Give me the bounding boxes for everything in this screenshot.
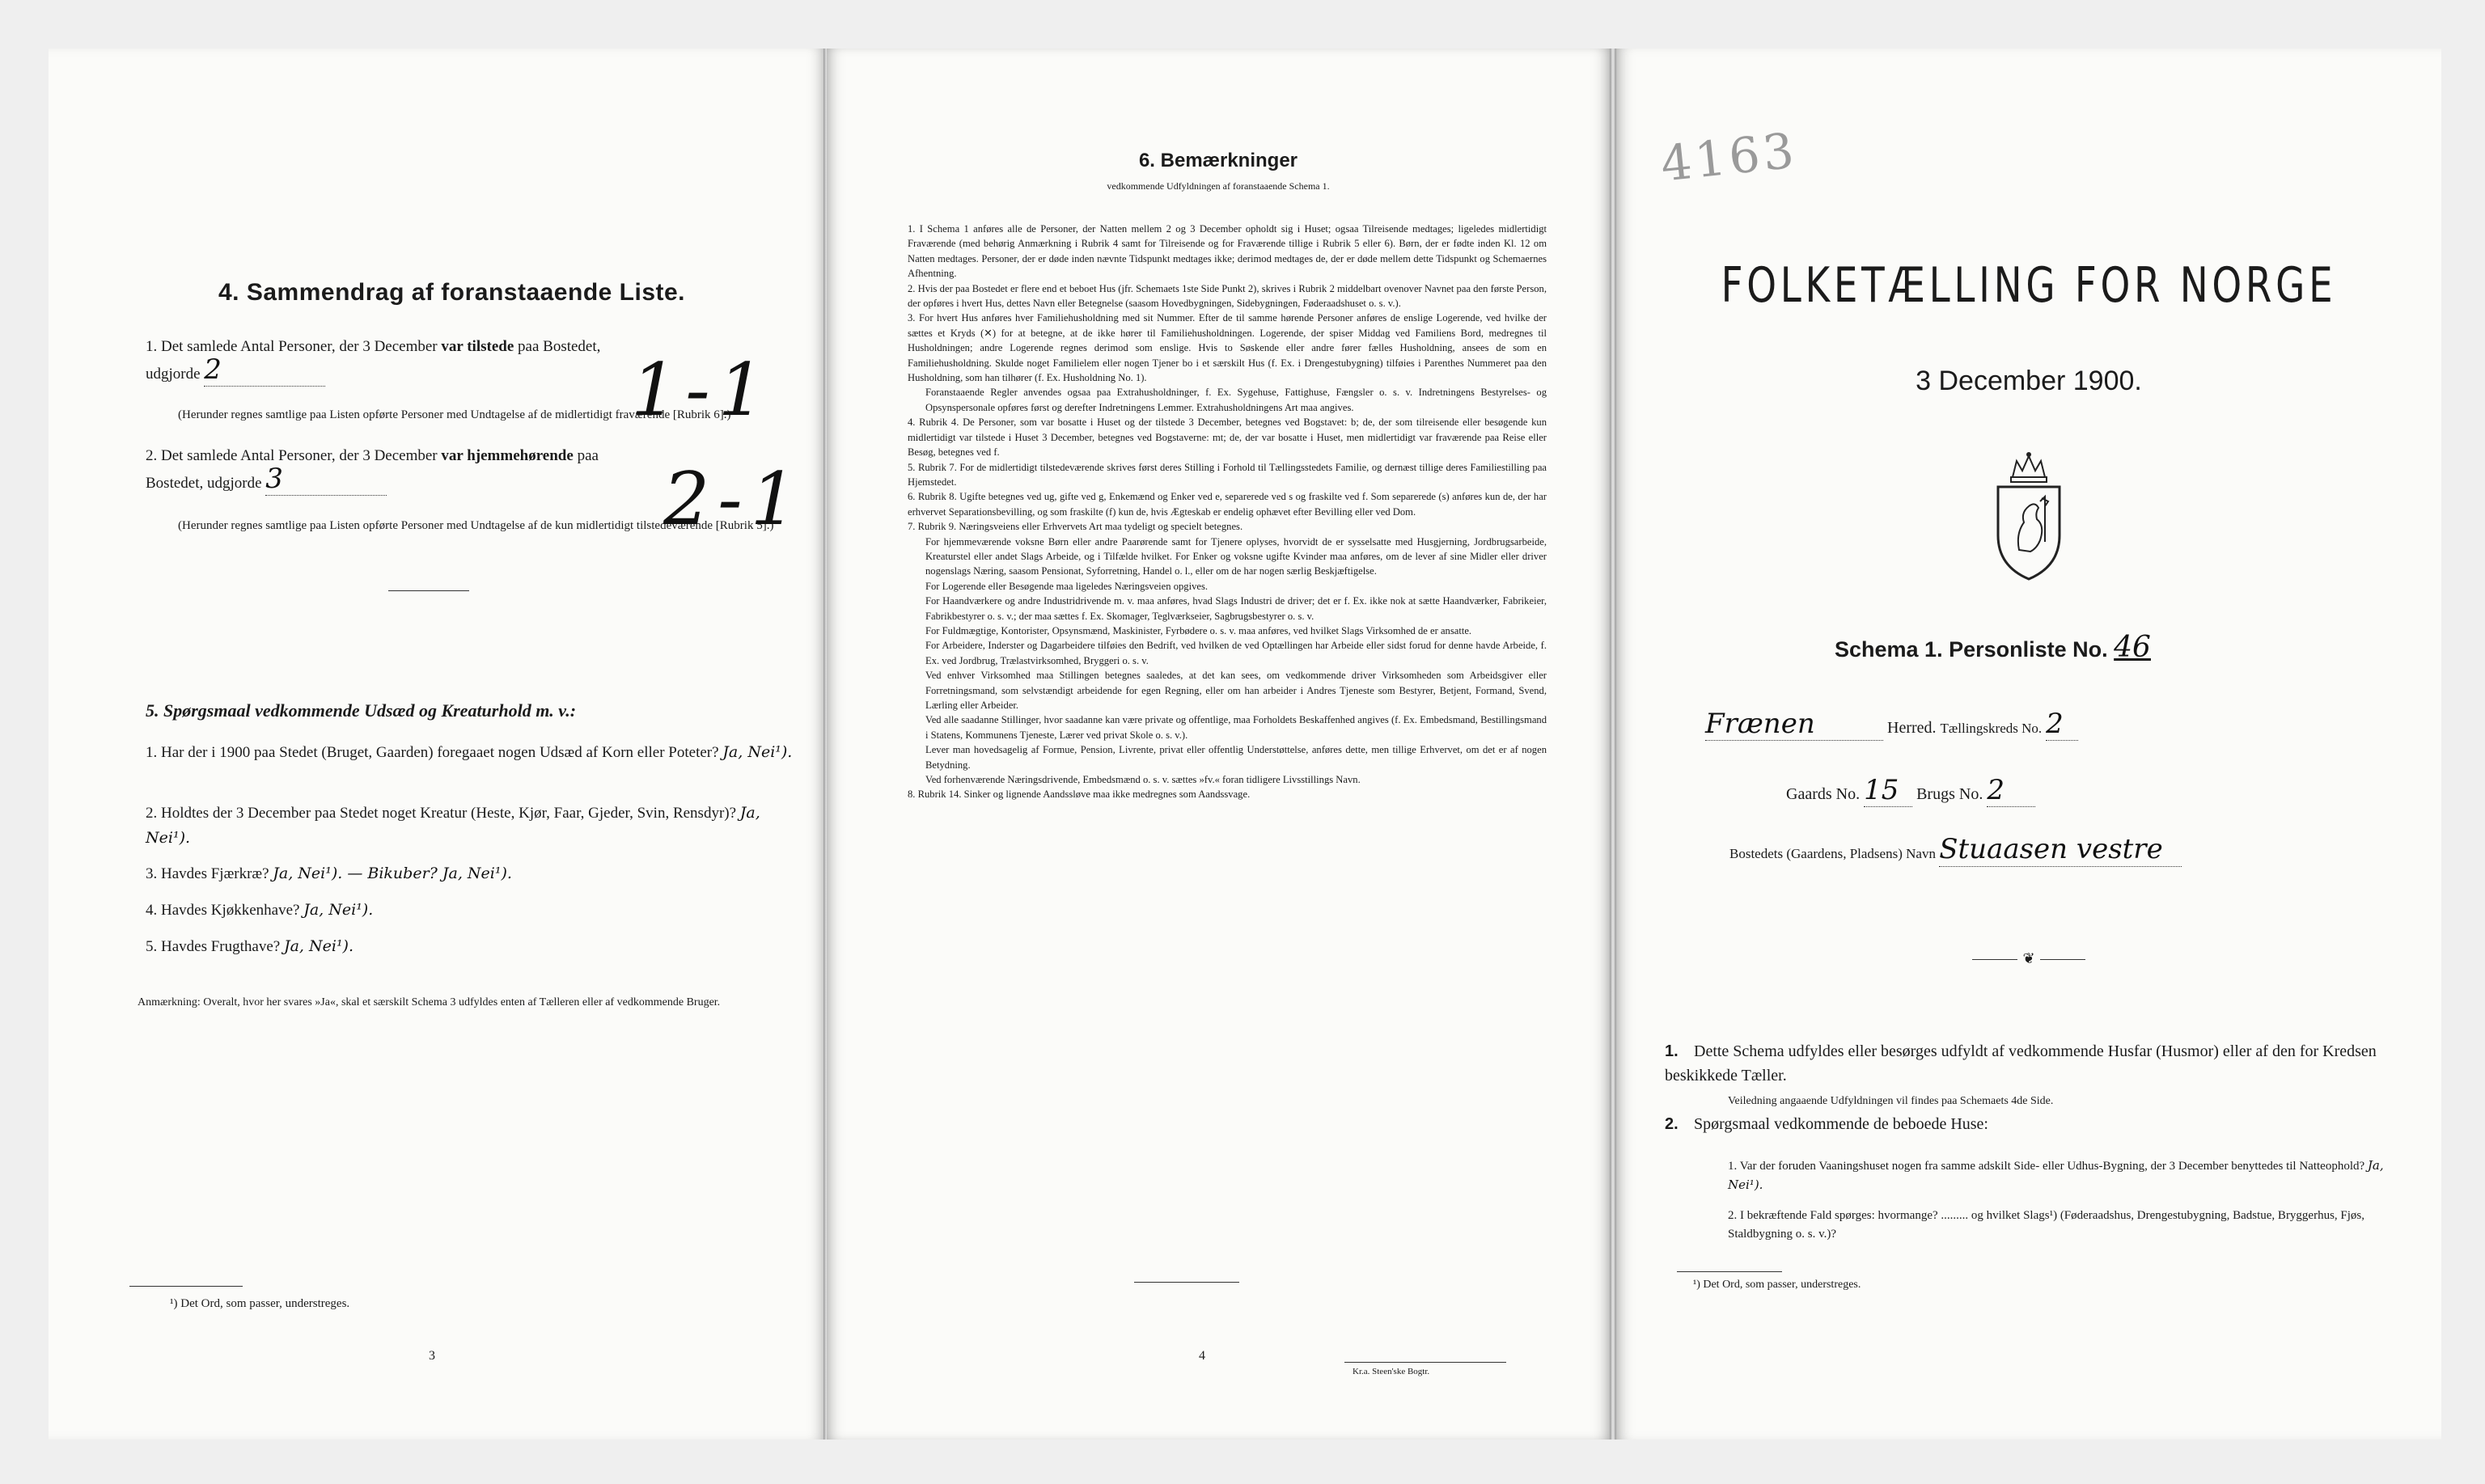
page-edge [1610, 49, 1616, 1440]
remark-paragraph: 8. Rubrik 14. Sinker og lignende Aandssløve maa ikke medregnes som Aandssvage. [908, 789, 1251, 801]
archive-number: 4163 [1657, 122, 1800, 193]
remark: Anmærkning: Overalt, hvor her svares »Ja«, skal et særskilt Schema 3 udfyldes enten af Tælleren eller af vedkommende Bruger. [138, 996, 721, 1008]
remarks-subtitle: vedkommende Udfyldningen af foranstaaende Schema 1. [1107, 180, 1330, 192]
house-question-2: 2. I bekræftende Fald spørges: hvormange? ......... og hvilket Slags¹) (Føderaadshus, Drengestubygning, Badstue, Bryggerhus, Fjøs, Staldbygning o. s. v.)? [1728, 1209, 2365, 1241]
remarks-body [908, 222, 1547, 802]
printer-rule [1344, 1362, 1506, 1363]
question-4: 4. Havdes Kjøkkenhave? Ja, Nei¹). [146, 901, 374, 919]
page-1-cover [1616, 49, 2441, 1440]
remark-paragraph: Foranstaaende Regler anvendes ogsaa paa Extrahusholdninger, f. Ex. Sygehuse, Fattighuse, Fængsler o. s. v. Indretningens Bestyrelses- og Opsynspersonale opføres først og derefter Indretningens Lemmer. Extrahusholdningens Art maa angives. [925, 387, 1547, 413]
footnote-rule [1677, 1271, 1782, 1272]
question-5: 5. Havdes Frugthave? Ja, Nei¹). [146, 937, 354, 955]
remark-paragraph: 3. For hvert Hus anføres hver Familiehusholdning med sit Nummer. Efter de til samme hørende Personer anføres de enslige Logerende, ved hvilke der sættes et Kryds (✕) for at betegne, at de ikke hører til Familiehusholdningen. Logerende, der spiser Middag ved Familiens Bord, medregnes til Husholdningen; andre Logerende regnes derimod som enslige. Hvis to Søskende eller andre fører fælles Husholdning, ansees de som en Familiehusholdning. Skulde noget Familielem eller nogen Tjener bo i et særskilt Hus (f. Ex. i Drengestubygning) tilføies i Parenthes Nummeret paa den Husholdning, som han tilhører (f. Ex. Husholdning No. 1). [908, 312, 1547, 384]
person-list-number: 46 [2114, 631, 2151, 664]
remark-paragraph: 2. Hvis der paa Bostedet er flere end et beboet Hus (jfr. Schemaets 1ste Side Punkt 2), skrives i Rubrik 2 middelbart ovenover Navnet paa den første Person, der opføres i hvert Hus, dettes Navn eller Betegnelse (saasom Hovedbygningen, Sidebygningen, Føderaadshuset o. s. v.). [908, 282, 1547, 310]
tally-mark-1: 1-1 [631, 348, 773, 433]
herred-value: Frænen [1705, 708, 1815, 740]
page-number: 4 [1199, 1349, 1205, 1363]
remark-paragraph: Ved forhenværende Næringsdrivende, Embedsmænd o. s. v. sættes »fv.« foran tidligere Livsstillings Navn. [925, 774, 1361, 786]
instruction-2: 2. Spørgsmaal vedkommende de beboede Huse: [1665, 1115, 1988, 1133]
remark-paragraph: Ved alle saadanne Stillinger, hvor saadanne kan være private og offentlige, maa Forholdets Beskaffenhed angives (f. Ex. Embedsmand, Bestillingsmand i Statens, Kommunens Tjeneste, Lærer ved privat Skole o. s. v.). [925, 714, 1547, 741]
bosted-line: Bostedets (Gaardens, Pladsens) Navn Stuaasen vestre [1729, 837, 2182, 867]
remark-paragraph: 6. Rubrik 8. Ugifte betegnes ved ug, gifte ved g, Enkemænd og Enker ved e, separerede ved s og fraskilte ved f. Som separerede (s) anføres kun de, der har erhvervet Separationsbevilling, og som fraskilte (f) kun de, hvis Ægteskab er endelig ophævet efter Bevilling eller ved Dom. [908, 491, 1547, 518]
summary-item-2-note: (Herunder regnes samtlige paa Listen opførte Personer med Undtagelse af de kun midlertidigt tilstedeværende [Rubrik 5].) [178, 519, 774, 532]
remark-paragraph: 7. Rubrik 9. Næringsveiens eller Erhvervets Art maa tydeligt og specielt betegnes. [908, 521, 1243, 533]
schema-heading: Schema 1. Personliste No. 46 [1835, 631, 2151, 664]
footnote: ¹) Det Ord, som passer, understreges. [170, 1297, 350, 1310]
gaards-value: 15 [1864, 774, 1899, 806]
question-1-answer: Ja, Nei¹). [722, 743, 793, 761]
divider [1134, 1282, 1239, 1283]
census-title: FOLKETÆLLING FOR NORGE [1721, 257, 2337, 314]
footnote-rule [129, 1286, 243, 1287]
remark-paragraph: For hjemmeværende voksne Børn eller andre Paarørende samt for Tjenere oplyses, hvorvidt de er sysselsatte med Husgjerning, Jordbrugsarbeide, Kreaturstel eller andet Slags Arbeide, og i Tilfælde hvilket. For Enker og voksne ugifte Kvinder maa anføres, om de lever af sine Midler eller driver nogenslags Næring, saasom Pensionat, Syforretning, Handel o. l., eller om de har nogen særlig Beskjæftigelse. [925, 535, 1547, 577]
question-2: 2. Holdtes der 3 December paa Stedet noget Kreatur (Heste, Kjør, Faar, Gjeder, Svin, Rensdyr)? Ja, Nei¹). [146, 804, 760, 847]
census-date: 3 December 1900. [1916, 366, 2142, 396]
remark-paragraph: For Logerende eller Besøgende maa ligeledes Næringsveien opgives. [925, 580, 1209, 592]
summary-item-1: 1. Det samlede Antal Personer, der 3 December var tilstede paa Bostedet, udgjorde 2 [146, 338, 601, 386]
house-question-1-answer: Ja, Nei¹). [1728, 1158, 2384, 1192]
tally-mark-2: 2-1 [663, 457, 805, 542]
remark-paragraph: For Fuldmægtige, Kontorister, Opsynsmænd, Maskinister, Fyrbødere o. s. v. maa anføres, ved hvilket Slags Virksomhed de er ansatte. [925, 624, 1472, 636]
remark-paragraph: 5. Rubrik 7. For de midlertidigt tilstedeværende skrives først deres Stilling i Forhold til Tællingsstedets Familie, og dernæst tillige deres Familiestilling paa Hjemstedet. [908, 461, 1547, 488]
section-5-title: 5. Spørgsmaal vedkommende Udsæd og Kreaturhold m. v.: [146, 700, 577, 721]
question-3-answer: Ja, Nei¹). — Bikuber? Ja, Nei¹). [273, 865, 512, 882]
ornament-divider: ❦ [1972, 950, 2085, 967]
instruction-1-note: Veiledning angaaende Udfyldningen vil findes paa Schemaets 4de Side. [1728, 1095, 2054, 1107]
gaards-line: Gaards No. 15 Brugs No. 2 [1786, 778, 2035, 807]
remark-paragraph: 4. Rubrik 4. De Personer, som var bosatte i Huset og der tilstede 3 December, betegnes ved Bogstavet: b; de, der som tilreisende eller besøgende kun midlertidigt var tilstede i Huset 3 December, betegnes ved Bogstaverne: mt; de, der var bosatte i Huset, men midlertidigt var fraværende paa Reise eller Besøg, betegnes ved f. [908, 416, 1547, 459]
question-5-answer: Ja, Nei¹). [283, 937, 354, 955]
remark-paragraph: 1. I Schema 1 anføres alle de Personer, der Natten mellem 2 og 3 December opholdt sig i Huset; ogsaa Tilreisende medtages; ligeledes midlertidigt Fraværende (med behørig Anmærkning i Rubrik 4 samt for Tilreisende og for Fraværende tillige i Rubrik 5 eller 6). Børn, der er fødte inden Kl. 12 om Natten medtages. Personer, der er døde inden nævnte Tidspunkt medtages ikke; derimod medtages de, der er døde mellem dette Tidspunkt og Schemaernes Afhentning. [908, 223, 1547, 280]
remarks-title: 6. Bemærkninger [1138, 150, 1298, 171]
question-2-answer: Ja, Nei¹). [146, 804, 760, 847]
page-number: 3 [429, 1349, 435, 1363]
house-question-1: 1. Var der foruden Vaaningshuset nogen fra samme adskilt Side- eller Udhus-Bygning, der 3 December benyttedes til Natteophold? Ja, Nei¹). [1728, 1158, 2384, 1192]
resident-count-field: 3 [265, 467, 387, 496]
printer-imprint: Kr.a. Steen'ske Bogtr. [1353, 1367, 1430, 1376]
bosted-value: Stuaasen vestre [1939, 833, 2163, 865]
remark-paragraph: For Haandværkere og andre Industridrivende m. v. maa anføres, hvad Slags Industri de driver; det er f. Ex. ikke nok at sætte Haandværker, Fabrikeier, Fabrikbestyrer o. s. v.; der maa sættes f. Ex. Skomager, Teglværkseier, Sagbrugsbestyrer o. s. v. [925, 595, 1547, 622]
summary-item-2: 2. Det samlede Antal Personer, der 3 December var hjemmehørende paa Bostedet, udgjorde 3 [146, 447, 599, 495]
divider [388, 590, 469, 591]
present-count-field: 2 [204, 358, 325, 387]
footnote: ¹) Det Ord, som passer, understreges. [1693, 1279, 1861, 1291]
summary-item-1-note: (Herunder regnes samtlige paa Listen opførte Personer med Undtagelse af de midlertidigt fraværende [Rubrik 6].) [178, 408, 731, 421]
remark-paragraph: Ved enhver Virksomhed maa Stillingen betegnes saaledes, at det kan sees, om vedkommende driver Virksomheden som Arbeidsgiver eller Forretningsmand, som selvstændigt arbeidende for egen Regning, eller om han arbeider i Andres Tjeneste som Bestyrer, Betjent, Formand, Svend, Lærling eller Arbeider. [925, 670, 1547, 711]
page-3 [49, 49, 825, 1440]
question-3: 3. Havdes Fjærkræ? Ja, Nei¹). — Bikuber? Ja, Nei¹). [146, 865, 512, 882]
remark-paragraph: Lever man hovedsagelig af Formue, Pension, Livrente, privat eller offentlig Understøttelse, anføres dette, men tillige Erhvervet, om det er af nogen Betydning. [925, 744, 1547, 771]
question-4-answer: Ja, Nei¹). [303, 901, 374, 919]
coat-of-arms-icon [1988, 445, 2069, 582]
page-4 [827, 49, 1610, 1440]
kreds-value: 2 [2046, 708, 2064, 740]
remark-paragraph: For Arbeidere, Inderster og Dagarbeidere tilføies den Bedrift, ved hvilken de ved Optællingen har Arbeide eller sidst forud for denne havde Arbeide, f. Ex. ved Jordbrug, Trælastvirksomhed, Bryggeri o. s. v. [925, 640, 1547, 666]
brugs-value: 2 [1987, 774, 2005, 806]
question-1: 1. Har der i 1900 paa Stedet (Bruget, Gaarden) foregaaet nogen Udsæd af Korn eller Poteter? Ja, Nei¹). [146, 743, 793, 761]
section-4-title: 4. Sammendrag af foranstaaende Liste. [218, 279, 686, 306]
instruction-1: 1. Dette Schema udfyldes eller besørges udfyldt af vedkommende Husfar (Husmor) eller af den for Kredsen beskikkede Tæller. [1665, 1042, 2377, 1084]
herred-line: Frænen Herred. Tællingskreds No. 2 [1705, 712, 2078, 741]
